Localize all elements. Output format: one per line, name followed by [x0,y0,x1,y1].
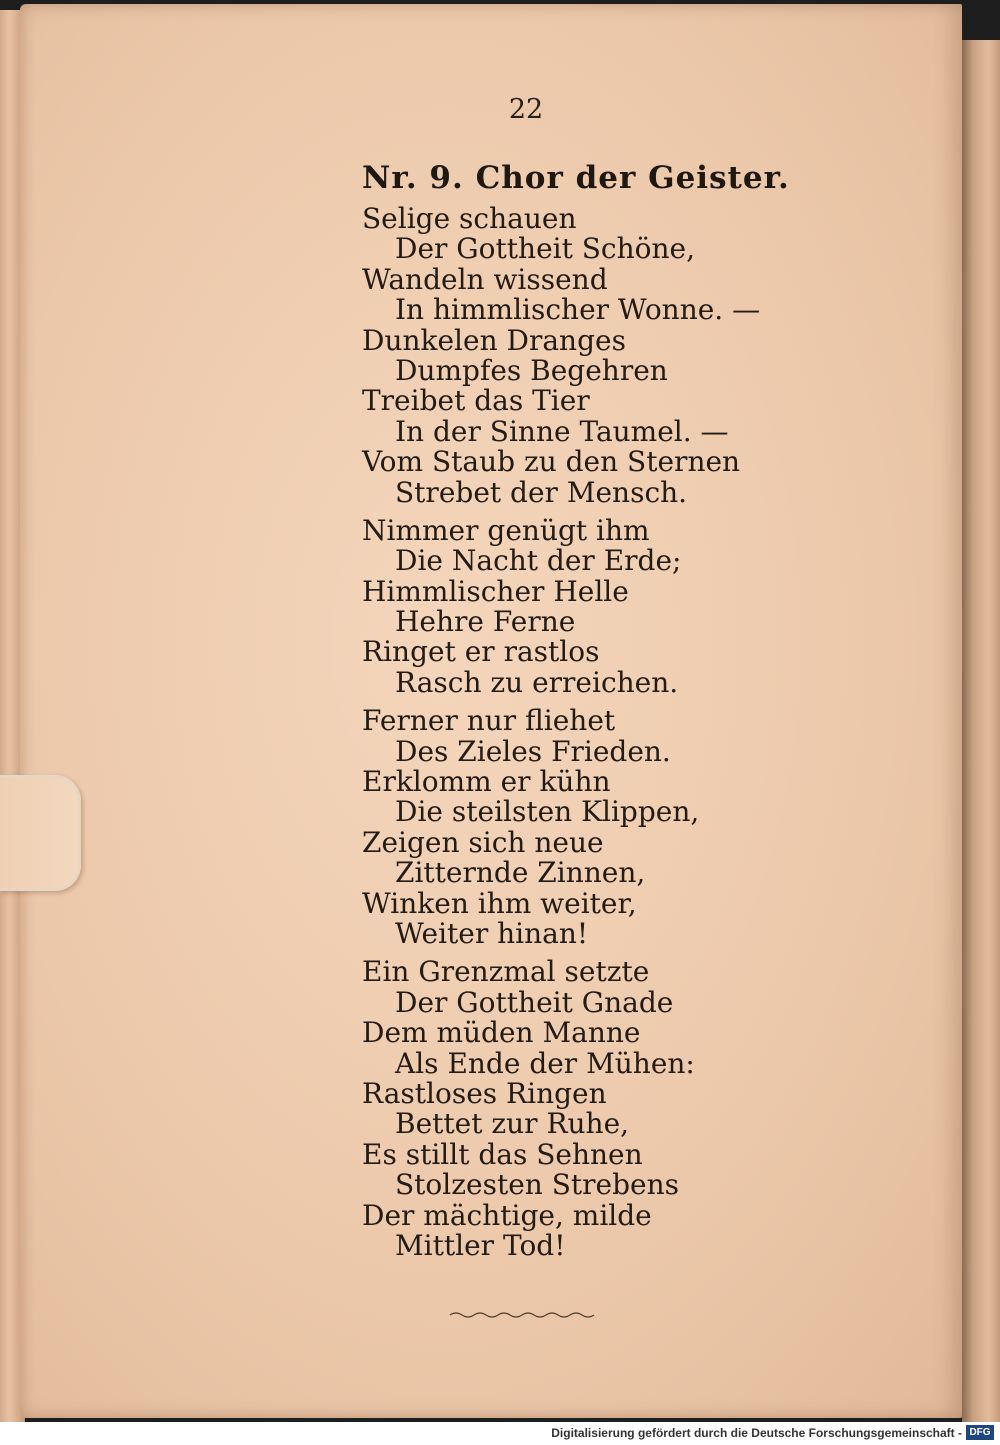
poem-line: Selige schauen [362,202,577,235]
poem-line: Winken ihm weiter, [362,886,637,920]
stanza [362,957,922,1261]
poem-line: Der Gottheit Gnade [395,985,674,1019]
page-number: 22 [508,94,544,125]
poem-line: Mittler Tod! [395,1228,566,1262]
poem-line: Ein Grenzmal setzte [362,955,650,989]
poem-line: Stolzesten Strebens [395,1168,679,1202]
poem-line: Nimmer genügt ihm [362,513,650,547]
poem-body [362,204,922,1261]
poem-line: Treibet das Tier [362,384,590,418]
poem-title: Nr. 9. Chor der Geister. [362,160,790,196]
poem-line: Zeigen sich neue [362,825,604,859]
poem-line: Ringet er rastlos [362,635,600,669]
stanza [362,204,922,508]
poem-line: In der Sinne Taumel. — [395,414,729,448]
book-cover-edge [962,40,1000,1422]
digitization-footer [0,1422,1000,1445]
poem-line: Bettet zur Ruhe, [395,1107,630,1141]
poem-line: Die Nacht der Erde; [395,544,682,578]
poem-line: In himmlischer Wonne. — [395,293,761,327]
poem-line: Wandeln wissend [362,262,608,296]
poem-line: Der mächtige, milde [362,1198,652,1232]
bookmark-tab [0,775,81,891]
poem-line: Der Gottheit Schöne, [395,232,696,266]
funding-note: Digitalisierung gefördert durch die Deutsche Forschungsgemeinschaft - [551,1426,962,1440]
poem-line: Weiter hinan! [395,916,589,950]
poem-line: Dumpfes Begehren [395,353,668,387]
stanza [362,513,922,699]
poem-line: Erklomm er kühn [362,765,611,799]
poem-line: Rastloses Ringen [362,1076,607,1110]
poem-line: Himmlischer Helle [362,574,629,608]
poem-line: Vom Staub zu den Sternen [362,445,741,479]
poem-line: Dunkelen Dranges [362,323,626,357]
poem-line: Als Ende der Mühen: [395,1046,695,1080]
poem-line: Dem müden Manne [362,1016,641,1050]
closing-ornament-line [448,1308,596,1322]
poem-line: Hehre Ferne [395,605,576,639]
stanza [362,706,922,949]
poem-line: Die steilsten Klippen, [395,795,700,829]
poem-line: Strebet der Mensch. [395,475,688,509]
poem-line: Des Zieles Frieden. [395,734,671,768]
poem-line: Es stillt das Sehnen [362,1137,643,1171]
poem-line: Zitternde Zinnen, [395,856,646,890]
poem-line: Rasch zu erreichen. [395,665,679,699]
poem-line: Ferner nur fliehet [362,704,616,738]
dfg-logo: DFG [966,1425,994,1440]
